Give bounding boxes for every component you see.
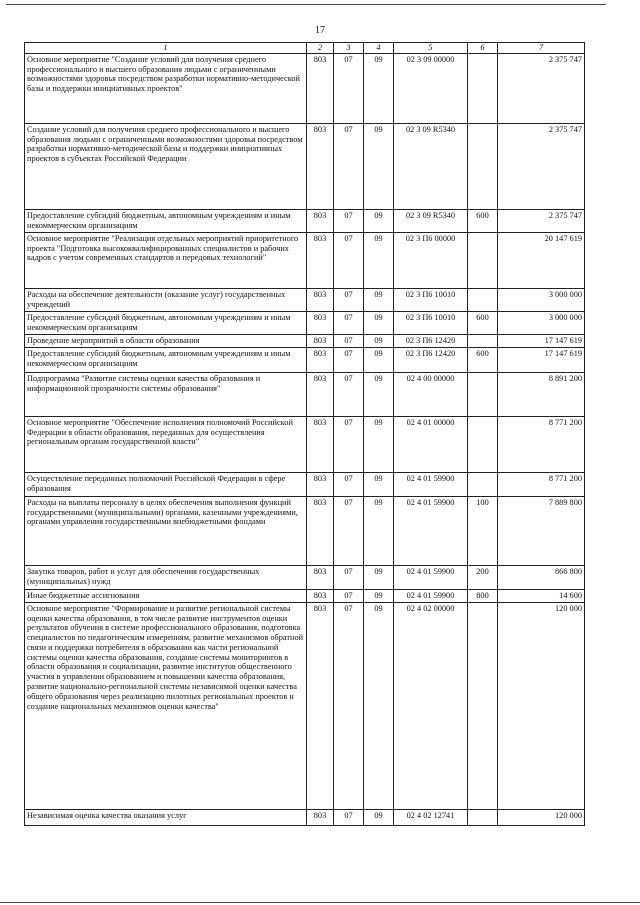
amount-cell: 20 147 619	[498, 232, 585, 288]
target-item-code-cell: 02 3 П6 12420	[394, 347, 468, 372]
target-item-code-cell: 02 3 П6 00000	[394, 232, 468, 288]
ministry-code-cell: 803	[307, 209, 334, 232]
target-item-code-cell: 02 4 01 59900	[394, 496, 468, 565]
ministry-code-cell: 803	[307, 372, 334, 416]
amount-cell: 8 771 200	[498, 472, 585, 496]
subsection-code-cell: 09	[364, 347, 394, 372]
ministry-code-cell: 803	[307, 496, 334, 565]
table-row	[25, 472, 585, 496]
ministry-code-cell: 803	[307, 123, 334, 209]
budget-table-body	[25, 43, 585, 826]
section-code-cell: 07	[334, 334, 364, 347]
column-number-row	[25, 43, 585, 54]
target-item-code-cell: 02 3 09 R5340	[394, 123, 468, 209]
amount-cell: 7 889 800	[498, 496, 585, 565]
expense-type-code-cell: 600	[468, 347, 498, 372]
section-code-cell: 07	[334, 53, 364, 123]
table-row	[25, 372, 585, 416]
expense-type-code-cell: 600	[468, 311, 498, 334]
expense-type-code-cell	[468, 416, 498, 472]
expense-type-code-cell	[468, 809, 498, 825]
table-row	[25, 347, 585, 372]
budget-table	[24, 42, 585, 826]
expense-type-code-cell	[468, 232, 498, 288]
subsection-code-cell: 09	[364, 602, 394, 809]
section-code-cell: 07	[334, 496, 364, 565]
table-row	[25, 53, 585, 123]
ministry-code-cell: 803	[307, 565, 334, 589]
ministry-code-cell: 803	[307, 232, 334, 288]
subsection-code-cell: 09	[364, 589, 394, 602]
table-row	[25, 232, 585, 288]
ministry-code-cell: 803	[307, 809, 334, 825]
section-code-cell: 07	[334, 288, 364, 311]
target-item-code-cell: 02 4 00 00000	[394, 372, 468, 416]
expense-type-code-cell	[468, 472, 498, 496]
subsection-code-cell: 09	[364, 334, 394, 347]
table-row	[25, 565, 585, 589]
amount-cell: 866 800	[498, 565, 585, 589]
target-item-code-cell: 02 4 01 59900	[394, 472, 468, 496]
table-row	[25, 334, 585, 347]
target-item-code-cell: 02 4 01 59900	[394, 565, 468, 589]
section-code-cell: 07	[334, 209, 364, 232]
amount-cell: 14 600	[498, 589, 585, 602]
row-name-cell: Иные бюджетные ассигнования	[25, 589, 307, 602]
ministry-code-cell: 803	[307, 602, 334, 809]
section-code-cell: 07	[334, 311, 364, 334]
row-name-cell: Предоставление субсидий бюджетным, автономным учреждениям и иным некоммерческим организациям	[25, 347, 307, 372]
section-code-cell: 07	[334, 472, 364, 496]
subsection-code-cell: 09	[364, 565, 394, 589]
expense-type-code-cell: 600	[468, 209, 498, 232]
amount-cell: 17 147 619	[498, 347, 585, 372]
column-number: 7	[498, 43, 585, 54]
row-name-cell: Подпрограмма "Развитие системы оценки качества образования и информационной прозрачности системы образования"	[25, 372, 307, 416]
target-item-code-cell: 02 3 09 00000	[394, 53, 468, 123]
row-name-cell: Расходы на выплаты персоналу в целях обеспечения выполнения функций государственными (муниципальными) органами, казенными учреждениями, органами управления государственными внебюджетными фондами	[25, 496, 307, 565]
target-item-code-cell: 02 4 01 00000	[394, 416, 468, 472]
expense-type-code-cell	[468, 334, 498, 347]
section-code-cell: 07	[334, 589, 364, 602]
amount-cell: 8 891 200	[498, 372, 585, 416]
amount-cell: 120 000	[498, 809, 585, 825]
table-row	[25, 589, 585, 602]
row-name-cell: Основное мероприятие "Формирование и развитие региональной системы оценки качества образования, в том числе развитие инструментов оценки результатов обучения в системе профессионального образования, подготовка специалистов по педагогическим измерениям, развитие механизмов обратной связи и поддержки потребителя в образовании как части региональной системы оценки качества образования, создание системы мониторингов в области образования и социализации, развитие институтов общественного участия в управлении образованием и повышении качества образования, развитие национально-региональной системы независимой оценки качества общего образования через реализацию пилотных региональных проектов и создание национальных механизмов оценки качества"	[25, 602, 307, 809]
ministry-code-cell: 803	[307, 347, 334, 372]
subsection-code-cell: 09	[364, 809, 394, 825]
subsection-code-cell: 09	[364, 416, 394, 472]
target-item-code-cell: 02 4 02 00000	[394, 602, 468, 809]
target-item-code-cell: 02 3 П6 12420	[394, 334, 468, 347]
row-name-cell: Предоставление субсидий бюджетным, автономным учреждениям и иным некоммерческим организациям	[25, 311, 307, 334]
column-number: 2	[307, 43, 334, 54]
ministry-code-cell: 803	[307, 334, 334, 347]
subsection-code-cell: 09	[364, 232, 394, 288]
section-code-cell: 07	[334, 232, 364, 288]
row-name-cell: Независимая оценка качества оказания услуг	[25, 809, 307, 825]
table-row	[25, 123, 585, 209]
row-name-cell: Осуществление переданных полномочий Российской Федерации в сфере образования	[25, 472, 307, 496]
section-code-cell: 07	[334, 416, 364, 472]
bottom-edge-line	[0, 902, 640, 903]
table-row	[25, 809, 585, 825]
section-code-cell: 07	[334, 372, 364, 416]
table-row	[25, 602, 585, 809]
row-name-cell: Создание условий для получения среднего профессионального и высшего образования людьми с ограниченными возможностями здоровья посредством разработки нормативно-методической базы и поддержки инициативных проектов в субъектах Российской Федерации	[25, 123, 307, 209]
row-name-cell: Предоставление субсидий бюджетным, автономным учреждениям и иным некоммерческим организациям	[25, 209, 307, 232]
row-name-cell: Основное мероприятие "Создание условий для получения среднего профессионального и высшего образования людьми с ограниченными возможностями здоровья посредством разработки нормативно-методической базы и поддержки инициативных проектов"	[25, 53, 307, 123]
row-name-cell: Закупка товаров, работ и услуг для обеспечения государственных (муниципальных) нужд	[25, 565, 307, 589]
expense-type-code-cell: 100	[468, 496, 498, 565]
amount-cell: 8 771 200	[498, 416, 585, 472]
row-name-cell: Проведение мероприятий в области образования	[25, 334, 307, 347]
subsection-code-cell: 09	[364, 53, 394, 123]
subsection-code-cell: 09	[364, 123, 394, 209]
ministry-code-cell: 803	[307, 53, 334, 123]
table-row	[25, 416, 585, 472]
column-number: 1	[25, 43, 307, 54]
column-number: 3	[334, 43, 364, 54]
section-code-cell: 07	[334, 565, 364, 589]
table-row	[25, 496, 585, 565]
expense-type-code-cell	[468, 53, 498, 123]
section-code-cell: 07	[334, 123, 364, 209]
amount-cell: 3 000 000	[498, 311, 585, 334]
ministry-code-cell: 803	[307, 472, 334, 496]
top-edge-line	[6, 4, 606, 5]
target-item-code-cell: 02 4 02 12741	[394, 809, 468, 825]
section-code-cell: 07	[334, 602, 364, 809]
subsection-code-cell: 09	[364, 288, 394, 311]
subsection-code-cell: 09	[364, 372, 394, 416]
page-number: 17	[315, 25, 325, 36]
ministry-code-cell: 803	[307, 311, 334, 334]
column-number: 6	[468, 43, 498, 54]
ministry-code-cell: 803	[307, 288, 334, 311]
table-row	[25, 288, 585, 311]
expense-type-code-cell	[468, 288, 498, 311]
ministry-code-cell: 803	[307, 416, 334, 472]
row-name-cell: Расходы на обеспечение деятельности (оказание услуг) государственных учреждений	[25, 288, 307, 311]
subsection-code-cell: 09	[364, 496, 394, 565]
expense-type-code-cell	[468, 602, 498, 809]
target-item-code-cell: 02 3 09 R5340	[394, 209, 468, 232]
table-row	[25, 209, 585, 232]
amount-cell: 17 147 619	[498, 334, 585, 347]
section-code-cell: 07	[334, 809, 364, 825]
ministry-code-cell: 803	[307, 589, 334, 602]
amount-cell: 2 375 747	[498, 123, 585, 209]
amount-cell: 120 000	[498, 602, 585, 809]
table-row	[25, 311, 585, 334]
expense-type-code-cell: 800	[468, 589, 498, 602]
amount-cell: 3 000 000	[498, 288, 585, 311]
column-number: 4	[364, 43, 394, 54]
section-code-cell: 07	[334, 347, 364, 372]
subsection-code-cell: 09	[364, 311, 394, 334]
expense-type-code-cell	[468, 123, 498, 209]
amount-cell: 2 375 747	[498, 209, 585, 232]
target-item-code-cell: 02 3 П6 10010	[394, 288, 468, 311]
target-item-code-cell: 02 4 01 59900	[394, 589, 468, 602]
expense-type-code-cell: 200	[468, 565, 498, 589]
column-number: 5	[394, 43, 468, 54]
amount-cell: 2 375 747	[498, 53, 585, 123]
row-name-cell: Основное мероприятие "Реализация отдельных мероприятий приоритетного проекта "Подготовка высококвалифицированных специалистов и рабочих кадров с учетом современных стандартов и передовых технологий"	[25, 232, 307, 288]
row-name-cell: Основное мероприятие "Обеспечение исполнения полномочий Российской Федерации в области образования, переданных для осуществления региональным органам государственной власти"	[25, 416, 307, 472]
expense-type-code-cell	[468, 372, 498, 416]
subsection-code-cell: 09	[364, 209, 394, 232]
subsection-code-cell: 09	[364, 472, 394, 496]
target-item-code-cell: 02 3 П6 10010	[394, 311, 468, 334]
